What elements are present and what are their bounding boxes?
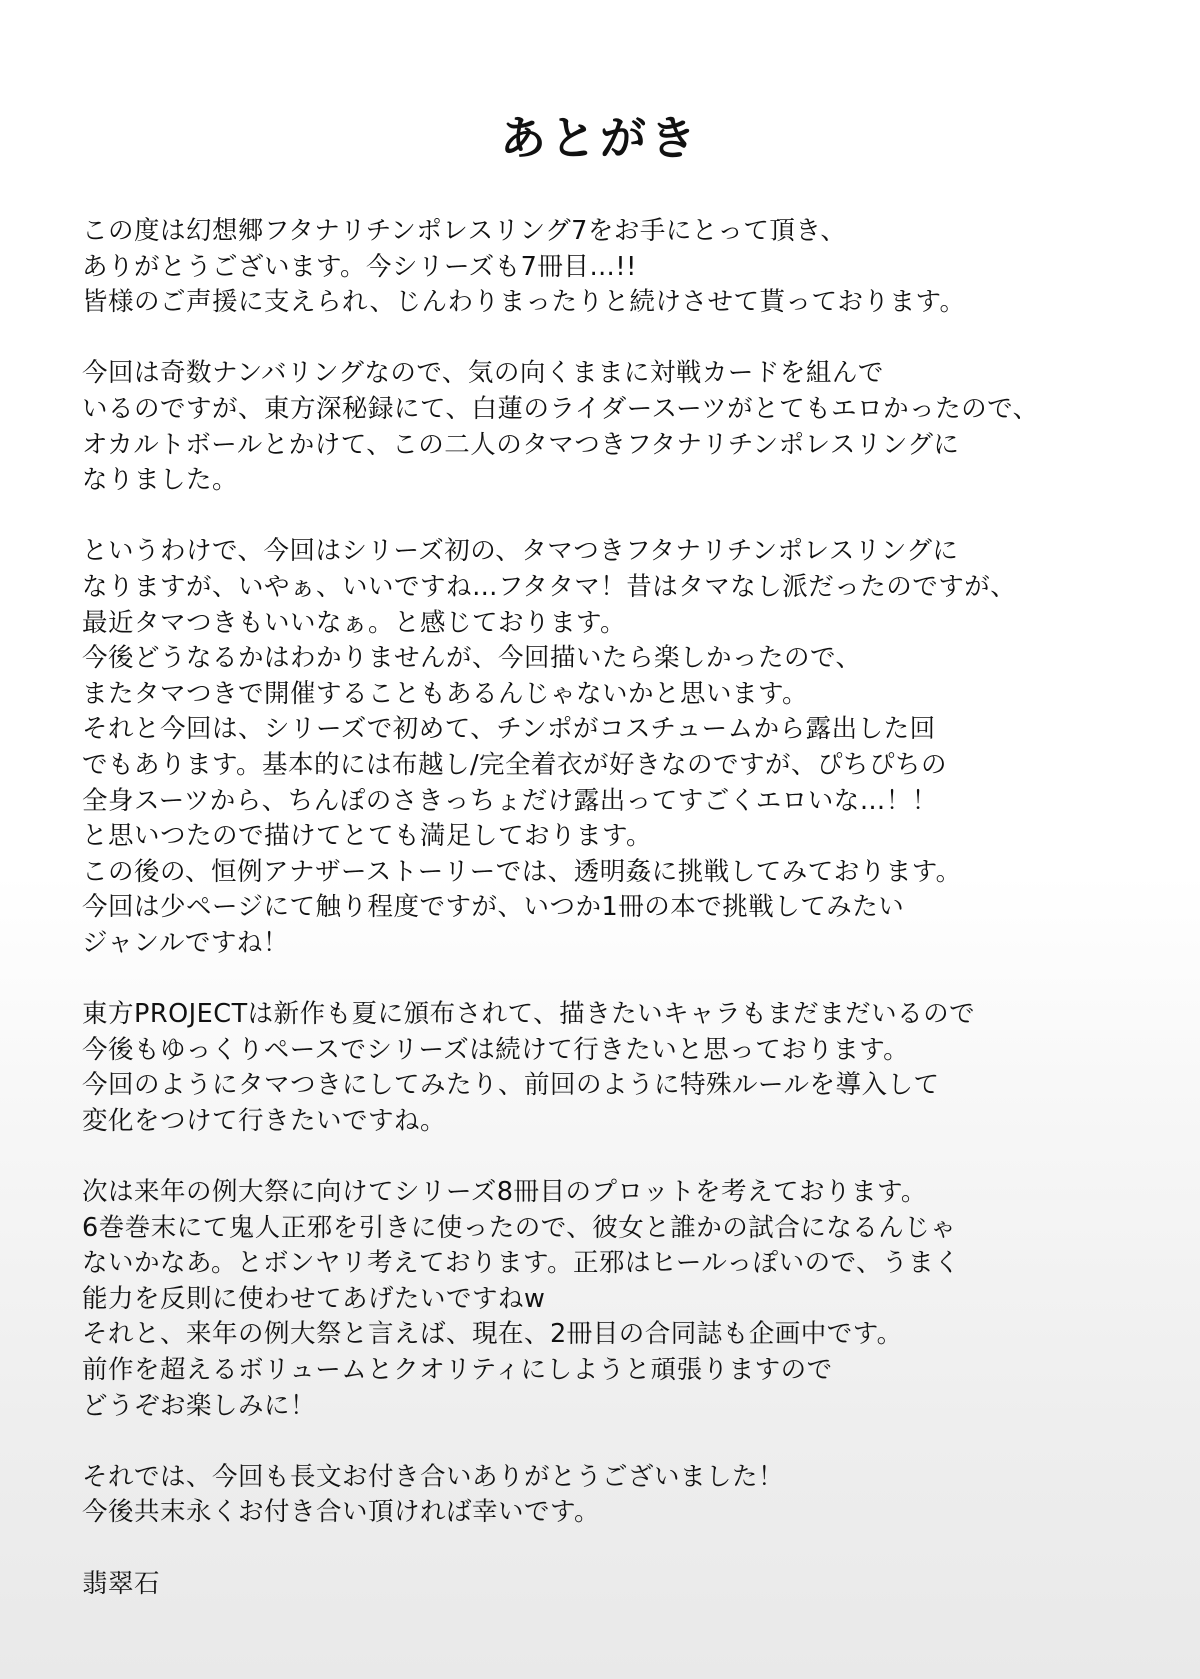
text-line: それと今回は、シリーズで初めて、チンポがコスチュームから露出した回 xyxy=(82,714,936,745)
text-line: 今後もゆっくりペースでシリーズは続けて行きたいと思っております。 xyxy=(82,1034,910,1065)
text-line: 今後どうなるかはわかりませんが、今回描いたら楽しかったので、 xyxy=(82,643,862,674)
afterword-body xyxy=(82,214,1142,1602)
author-name: 翡翠石 xyxy=(82,1568,161,1599)
text-line: いるのですが、東方深秘録にて、白蓮のライダースーツがとてもエロかったので、 xyxy=(82,393,1039,424)
text-line: 最近タマつきもいいなぁ。と感じております。 xyxy=(82,607,626,638)
text-line: またタマつきで開催することもあるんじゃないかと思います。 xyxy=(82,678,808,709)
paragraph-spacer xyxy=(82,499,1142,535)
text-line: ジャンルですね！ xyxy=(82,927,289,958)
text-line: ありがとうございます。今シリーズも7冊目…!! xyxy=(82,251,637,282)
text-line: でもあります。基本的には布越し/完全着衣が好きなのですが、ぴちぴちの xyxy=(82,749,948,780)
paragraph-thanks xyxy=(82,214,1142,321)
text-line: 今後共末永くお付き合い頂ければ幸いです。 xyxy=(82,1497,600,1528)
text-line: ないかなあ。とボンヤリ考えております。正邪はヒールっぽいので、うまく xyxy=(82,1248,961,1279)
text-line: オカルトボールとかけて、この二人のタマつきフタナリチンポレスリングに xyxy=(82,429,960,460)
text-line: 今回のようにタマつきにしてみたり、前回のように特殊ルールを導入して xyxy=(82,1070,940,1101)
text-line: というわけで、今回はシリーズ初の、タマつきフタナリチンポレスリングに xyxy=(82,536,959,567)
text-line: それでは、今回も長文お付き合いありがとうございました！ xyxy=(82,1461,785,1492)
paragraph-series-notes xyxy=(82,534,1142,961)
text-line: なりますが、いやぁ、いいですね…フタタマ！昔はタマなし派だったのですが、 xyxy=(82,571,1017,602)
text-line: 今回は奇数ナンバリングなので、気の向くままに対戦カードを組んで xyxy=(82,358,884,389)
paragraph-next-volume xyxy=(82,1175,1142,1424)
text-line: 能力を反則に使わせてあげたいですねw xyxy=(82,1283,546,1314)
text-line: この後の、恒例アナザーストーリーでは、透明姦に挑戦してみております。 xyxy=(82,856,962,887)
author-signature xyxy=(82,1567,1142,1603)
text-line: どうぞお楽しみに！ xyxy=(82,1390,317,1421)
text-line: 今回は少ページにて触り程度ですが、いつか1冊の本で挑戦してみたい xyxy=(82,892,905,923)
text-line: この度は幻想郷フタナリチンポレスリング7をお手にとって頂き、 xyxy=(82,216,847,246)
text-line: 6巻巻末にて鬼人正邪を引きに使ったので、彼女と誰かの試合になるんじゃ xyxy=(82,1212,957,1243)
text-line: 東方PROJECTは新作も夏に頒布されて、描きたいキャラもまだまだいるので xyxy=(82,999,976,1030)
text-line: 皆様のご声援に支えられ、じんわりまったりと続けさせて貰っております。 xyxy=(82,287,966,318)
page-title: あとがき xyxy=(500,111,700,165)
text-line: 前作を超えるボリュームとクオリティにしようと頑張りますので xyxy=(82,1355,833,1385)
paragraph-future xyxy=(82,997,1142,1139)
paragraph-spacer xyxy=(82,1139,1142,1175)
paragraph-spacer xyxy=(82,961,1142,997)
text-line: なりました。 xyxy=(82,465,239,496)
paragraph-closing xyxy=(82,1460,1142,1531)
text-line: と思いつたので描けてとても満足しております。 xyxy=(82,821,652,852)
text-line: 変化をつけて行きたいですね。 xyxy=(82,1105,447,1136)
text-line: 全身スーツから、ちんぽのさきっちょだけ露出ってすごくエロいな…！！ xyxy=(82,785,938,816)
paragraph-spacer xyxy=(82,1424,1142,1460)
paragraph-spacer xyxy=(82,1531,1142,1567)
text-line: 次は来年の例大祭に向けてシリーズ8冊目のプロットを考えております。 xyxy=(82,1177,927,1208)
paragraph-matchup xyxy=(82,356,1142,498)
paragraph-spacer xyxy=(82,321,1142,357)
text-line: それと、来年の例大祭と言えば、現在、2冊目の合同誌も企画中です。 xyxy=(82,1319,903,1350)
